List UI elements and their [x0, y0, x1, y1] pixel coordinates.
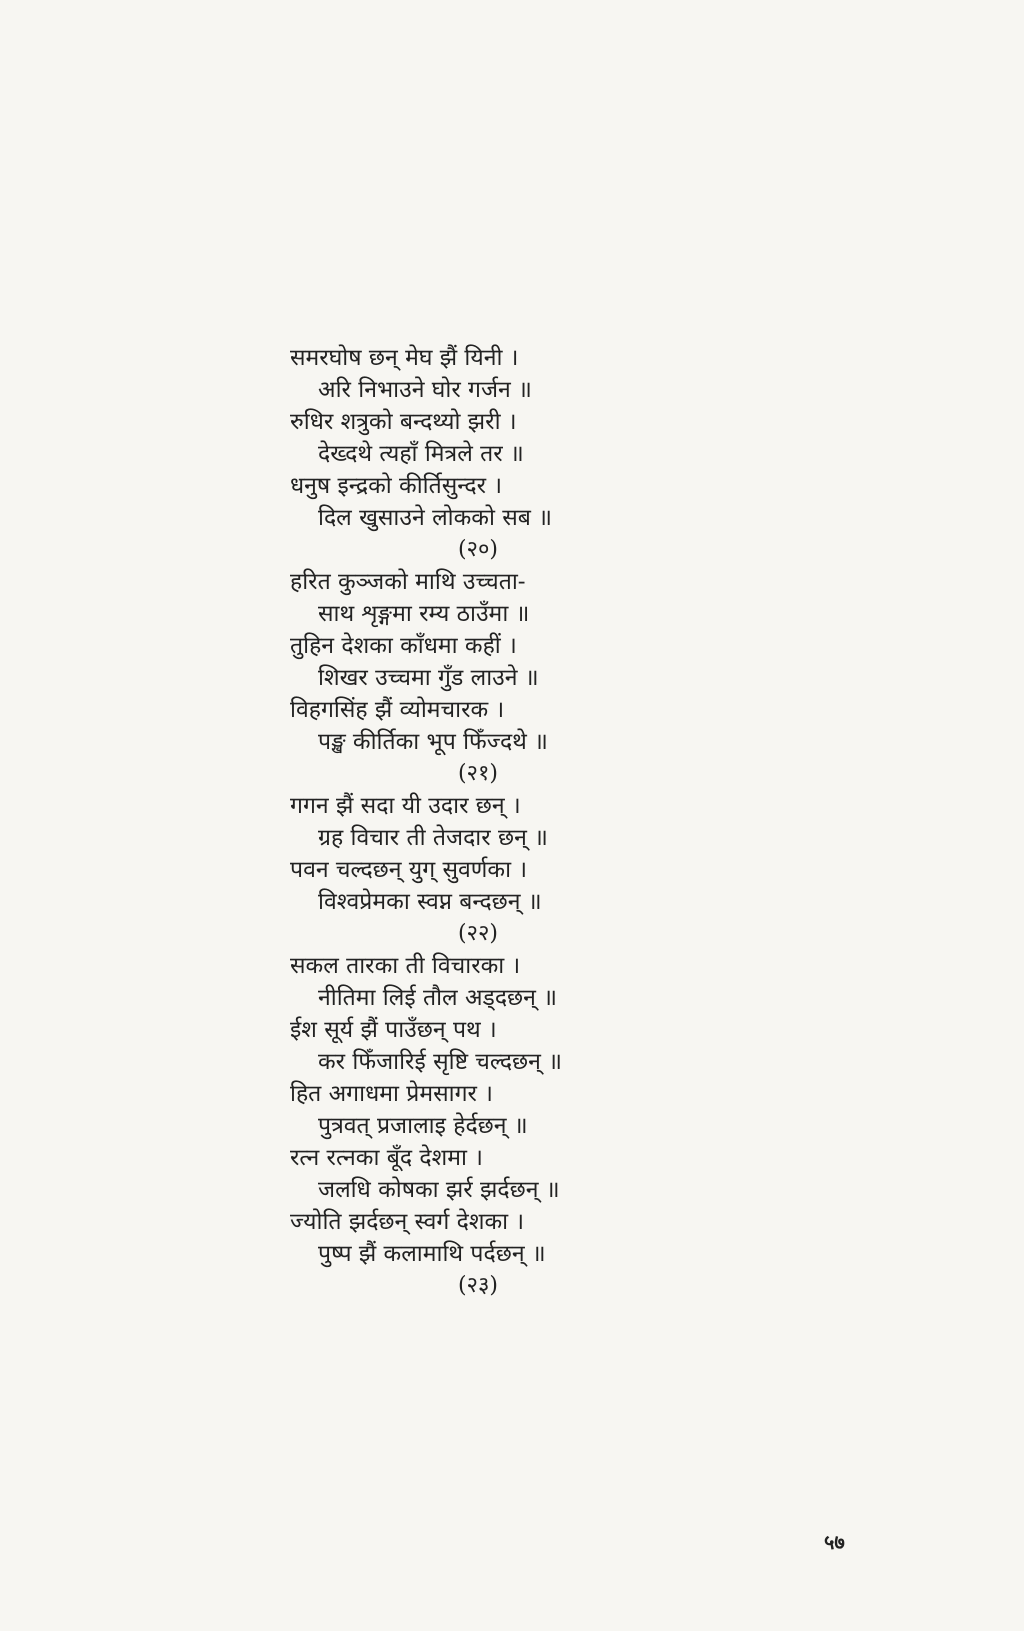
verse-line: समरघोष छन् मेघ झैं यिनी । — [290, 345, 519, 371]
stanza-number: (२२) — [457, 921, 499, 946]
stanza-number: (२०) — [457, 537, 499, 562]
verse-line: विहगसिंह झैं व्योमचारक । — [290, 697, 505, 723]
verse-line: ग्रह विचार ती तेजदार छन् ॥ — [318, 825, 548, 851]
verse-line: नीतिमा लिई तौल अड्दछन् ॥ — [318, 985, 558, 1011]
stanza — [282, 566, 662, 790]
verse-line: देख्दथे त्यहाँ मित्रले तर ॥ — [318, 441, 524, 467]
verse-line: तुहिन देशका काँधमा कहीं । — [290, 633, 517, 659]
verse-line: ईश सूर्य झैं पाउँछन् पथ । — [290, 1017, 497, 1043]
verse-line: साथ शृङ्गमा रम्य ठाउँमा ॥ — [318, 601, 530, 627]
verse-line: रुधिर शत्रुको बन्दथ्यो झरी । — [290, 409, 517, 435]
stanza-number: (२१) — [457, 761, 499, 786]
verse-line: सकल तारका ती विचारका । — [290, 953, 521, 979]
verse-line: कर फिँजारिई सृष्टि चल्दछन् ॥ — [318, 1049, 563, 1075]
stanza — [282, 790, 662, 950]
verse-line: पवन चल्दछन् युग् सुवर्णका । — [290, 857, 528, 883]
verse-line: रत्न रत्नका बूँद देशमा । — [290, 1145, 483, 1171]
verse-line: शिखर उच्चमा गुँड लाउने ॥ — [318, 665, 539, 691]
verse-line: विश्वप्रेमका स्वप्न बन्दछन् ॥ — [318, 889, 542, 915]
stanza — [282, 950, 662, 1302]
verse-line: जलधि कोषका झर्र झर्दछन् ॥ — [318, 1177, 560, 1203]
stanza — [282, 342, 662, 566]
verse-line: हित अगाधमा प्रेमसागर । — [290, 1081, 493, 1107]
verse-line: पङ्ख कीर्तिका भूप फिँज्दथे ॥ — [318, 729, 548, 755]
verse-line: पुत्रवत् प्रजालाइ हेर्दछन् ॥ — [318, 1113, 528, 1139]
verse-line: धनुष इन्द्रको कीर्तिसुन्दर । — [290, 473, 503, 499]
page-number: ५७ — [824, 1530, 845, 1554]
poem — [282, 342, 662, 1302]
verse-line: दिल खुसाउने लोकको सब ॥ — [318, 505, 552, 531]
verse-line: अरि निभाउने घोर गर्जन ॥ — [318, 377, 532, 403]
verse-line: हरित कुञ्जको माथि उच्चता- — [290, 569, 526, 595]
verse-line: ज्योति झर्दछन् स्वर्ग देशका । — [290, 1209, 525, 1235]
verse-line: गगन झैं सदा यी उदार छन् । — [290, 793, 521, 819]
verse-line: पुष्प झैं कलामाथि पर्दछन् ॥ — [318, 1241, 546, 1267]
stanza-number: (२३) — [457, 1273, 499, 1298]
